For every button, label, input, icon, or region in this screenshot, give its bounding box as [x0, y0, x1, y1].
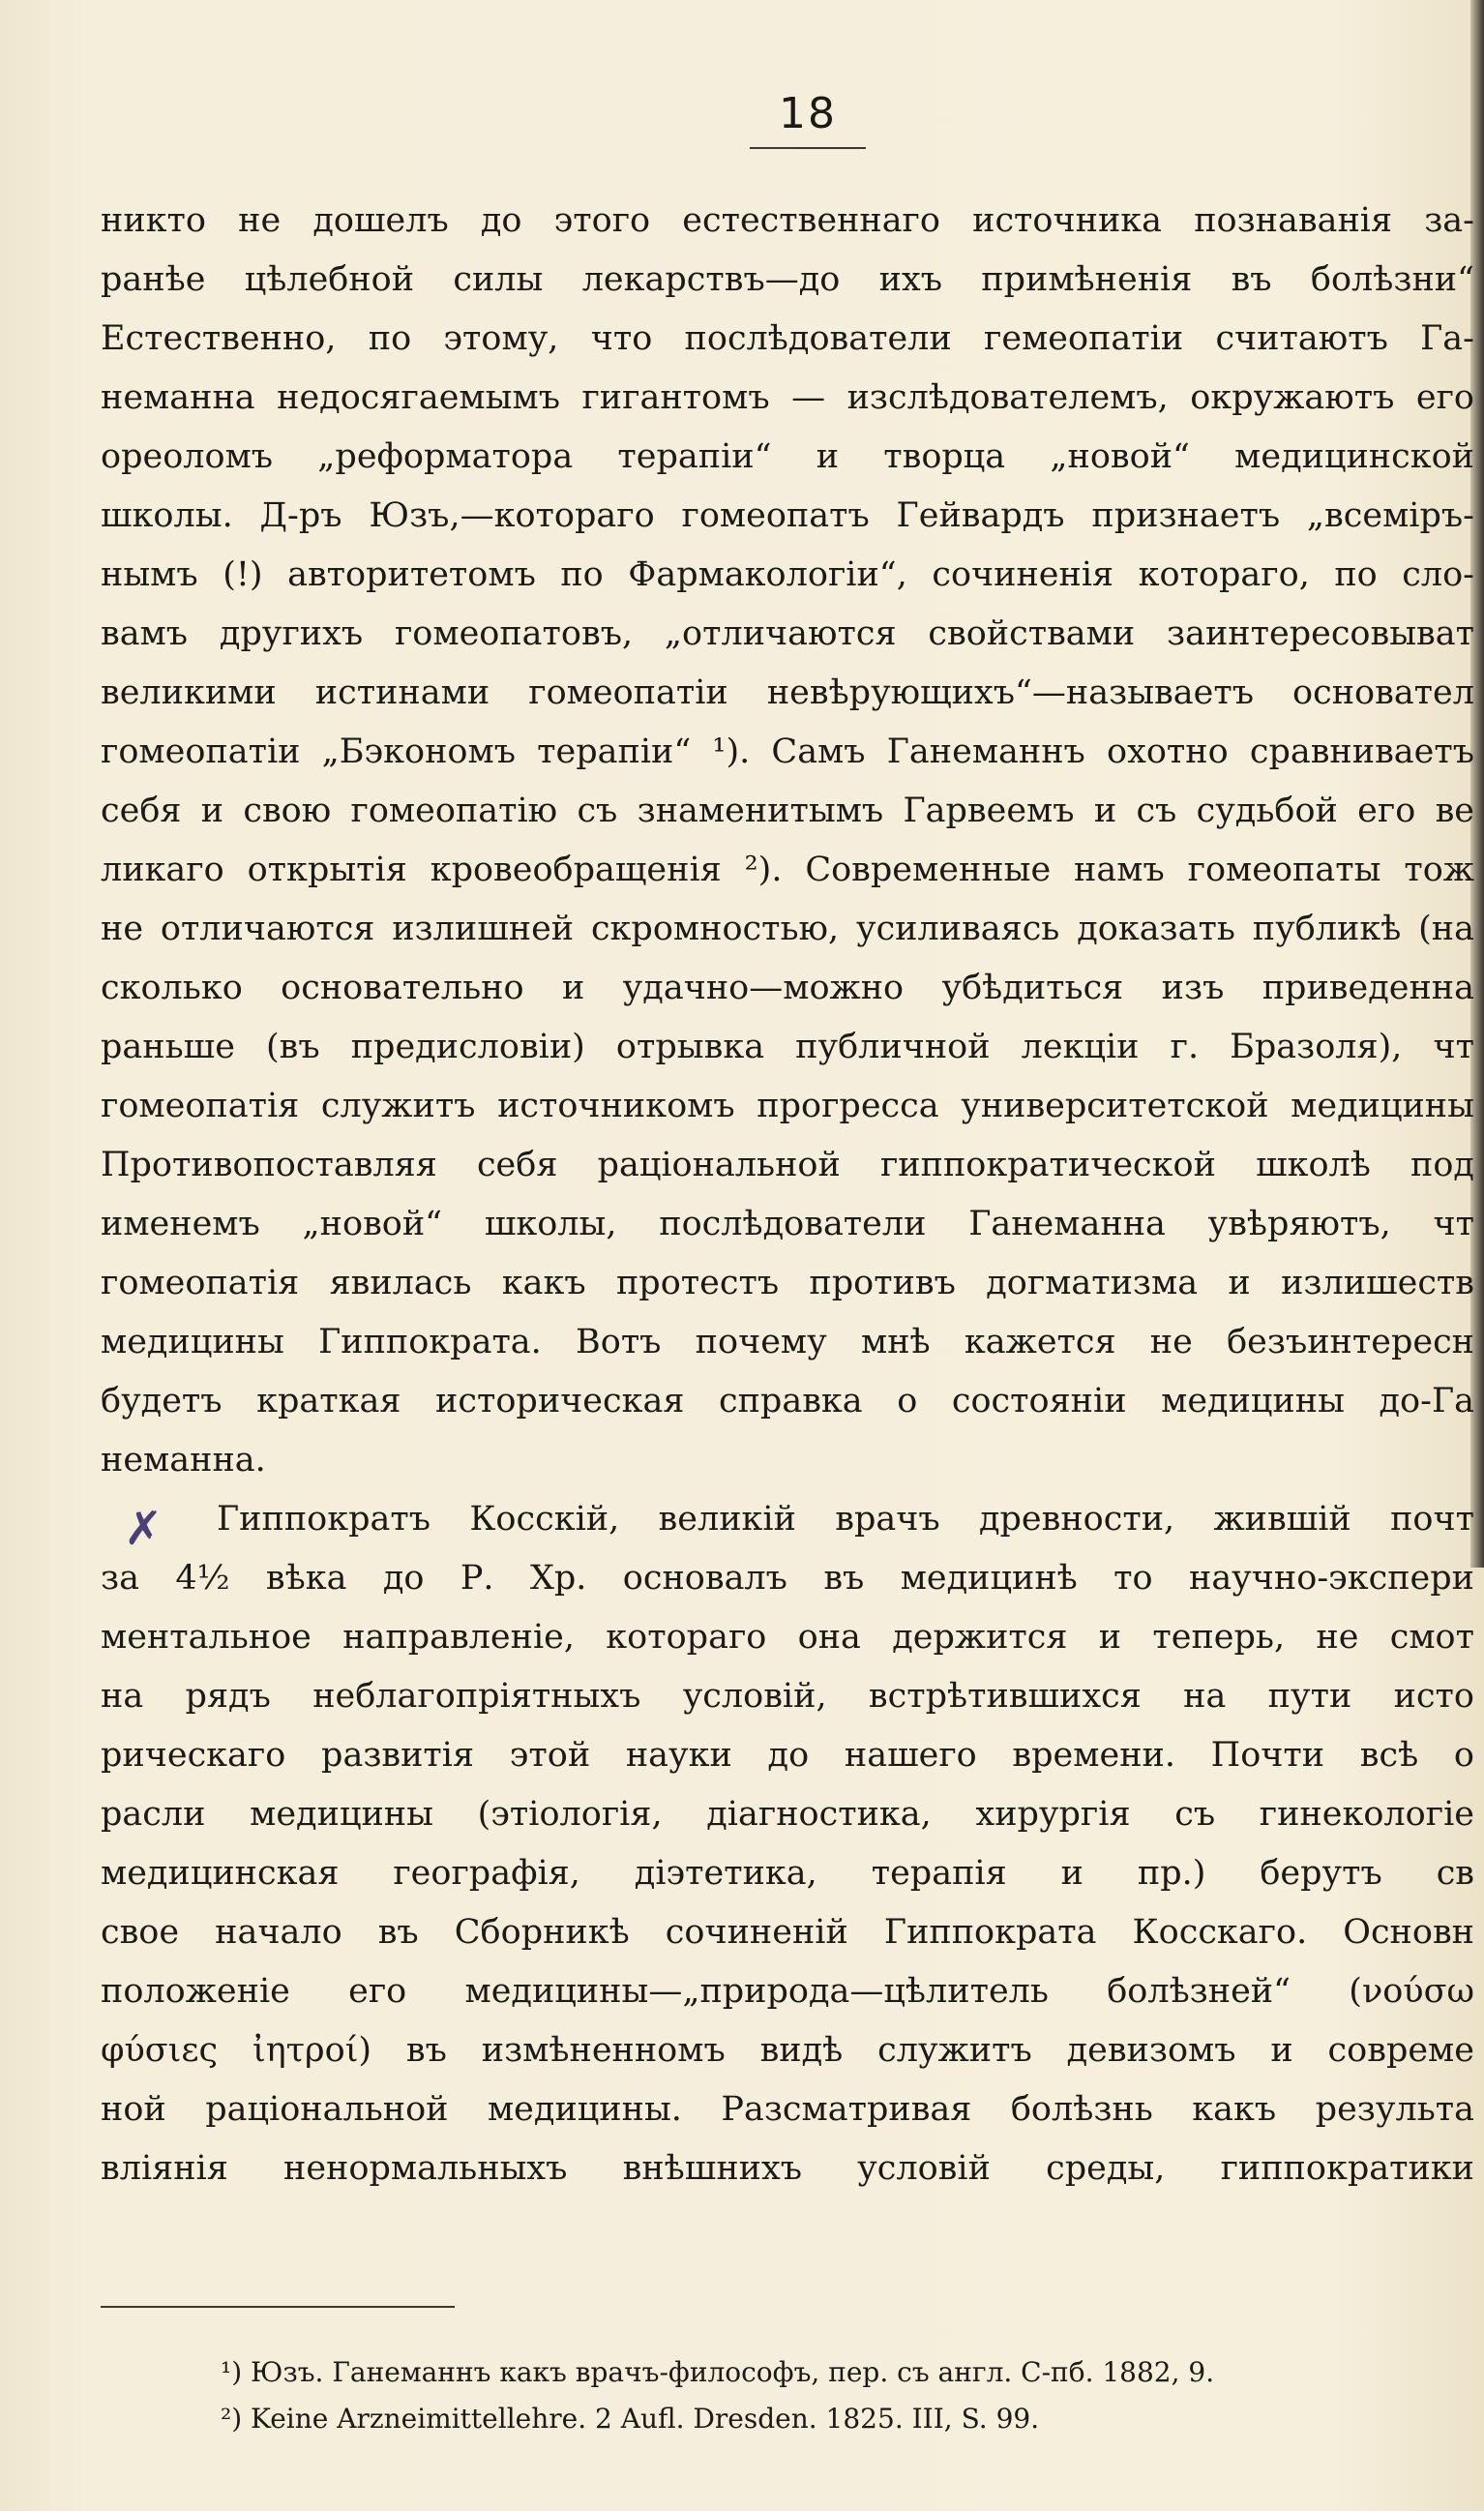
text-line: на рядъ неблагопріятныхъ условій, встрѣтившихся на пути исто [101, 1677, 1474, 1716]
text-line: Гиппократъ Косскій, великій врачъ древности, жившій почт [217, 1500, 1474, 1539]
text-line: раньше (въ предисловіи) отрывка публичной лекціи г. Бразоля), чт [101, 1028, 1474, 1066]
text-line: медицины Гиппократа. Вотъ почему мнѣ кажется не безъинтересн [101, 1323, 1474, 1361]
text-line: великими истинами гомеопатіи невѣрующихъ“—называетъ основател [101, 673, 1474, 712]
text-line: φύσιες ἰητροί) въ измѣненномъ видѣ служитъ девизомъ и совреме [101, 2031, 1474, 2070]
text-line: Противопоставляя себя раціональной гиппократической школѣ под [101, 1146, 1474, 1184]
text-line: вамъ другихъ гомеопатовъ, „отличаются свойствами заинтересовыват [101, 614, 1474, 653]
footnotes [221, 2349, 1381, 2442]
text-line: ореоломъ „реформатора терапіи“ и творца „новой“ медицинской [101, 437, 1474, 476]
text-line: за 4½ вѣка до Р. Хр. основалъ въ медицинѣ то научно-экспери [101, 1559, 1474, 1598]
text-line: медицинская географія, діэтетика, терапія и пр.) берутъ св [101, 1854, 1474, 1893]
text-line: не отличаются излишней скромностью, усиливаясь доказать публикѣ (на [101, 910, 1474, 948]
text-line: неманна недосягаемымъ гигантомъ — изслѣдователемъ, окружаютъ его [101, 378, 1474, 417]
text-line: неманна. [101, 1441, 266, 1480]
text-line: ликаго открытія кровеобращенія ²). Современные намъ гомеопаты тож [101, 851, 1474, 889]
text-line: ной раціональной медицины. Разсматривая болѣзнь какъ результа [101, 2090, 1474, 2129]
text-line: именемъ „новой“ школы, послѣдователи Ганеманна увѣряютъ, чт [101, 1205, 1474, 1243]
text-line: себя и свою гомеопатію съ знаменитымъ Гарвеемъ и съ судьбой его ве [101, 792, 1474, 830]
text-line: Естественно, по этому, что послѣдователи гемеопатіи считаютъ Га- [101, 319, 1474, 358]
text-line: нымъ (!) авторитетомъ по Фармакологіи“, сочиненія котораго, по сло- [101, 555, 1474, 594]
footnote-1: ¹) Юзъ. Ганеманнъ какъ врачъ-философъ, пер. съ англ. С-пб. 1882, 9. [221, 2356, 1215, 2388]
text-line: рическаго развитія этой науки до нашего времени. Почти всѣ о [101, 1736, 1474, 1775]
page-number-rule [750, 147, 866, 149]
page-number: 18 [779, 89, 837, 138]
text-line: положеніе его медицины—„природа—цѣлитель болѣзней“ (νούσω [101, 1972, 1474, 2011]
margin-check-mark-icon: ✗ [124, 1502, 163, 1556]
text-line: гомеопатіи „Бэкономъ терапіи“ ¹). Самъ Ганеманнъ охотно сравниваетъ [101, 732, 1474, 771]
text-line: ранѣе цѣлебной силы лекарствъ—до ихъ примѣненія въ болѣзни“ [101, 260, 1474, 299]
footnote-2: ²) Keine Arzneimittellehre. 2 Aufl. Dresden. 1825. III, S. 99. [221, 2403, 1040, 2435]
text-line: будетъ краткая историческая справка о состояніи медицины до-Га [101, 1382, 1474, 1420]
text-line: гомеопатія служитъ источникомъ прогресса университетской медицины [101, 1087, 1474, 1125]
text-line: расли медицины (этіологія, діагностика, хирургія съ гинекологіе [101, 1795, 1474, 1834]
text-line: ментальное направленіе, котораго она держится и теперь, не смот [101, 1618, 1474, 1657]
text-line: сколько основательно и удачно—можно убѣдиться изъ приведенна [101, 969, 1474, 1007]
body-text [101, 192, 1474, 2198]
footnote-rule [101, 2306, 455, 2308]
text-line: школы. Д-ръ Юзъ,—котораго гомеопатъ Гейвардъ признаетъ „всеміръ- [101, 496, 1474, 535]
text-line: свое начало въ Сборникѣ сочиненій Гиппократа Косскаго. Основн [101, 1913, 1474, 1952]
text-line: гомеопатія явилась какъ протестъ противъ догматизма и излишеств [101, 1264, 1474, 1302]
text-line: вліянія ненормальныхъ внѣшнихъ условій среды, гиппократики [101, 2149, 1474, 2188]
text-line: никто не дошелъ до этого естественнаго источника познаванія за- [101, 201, 1474, 240]
